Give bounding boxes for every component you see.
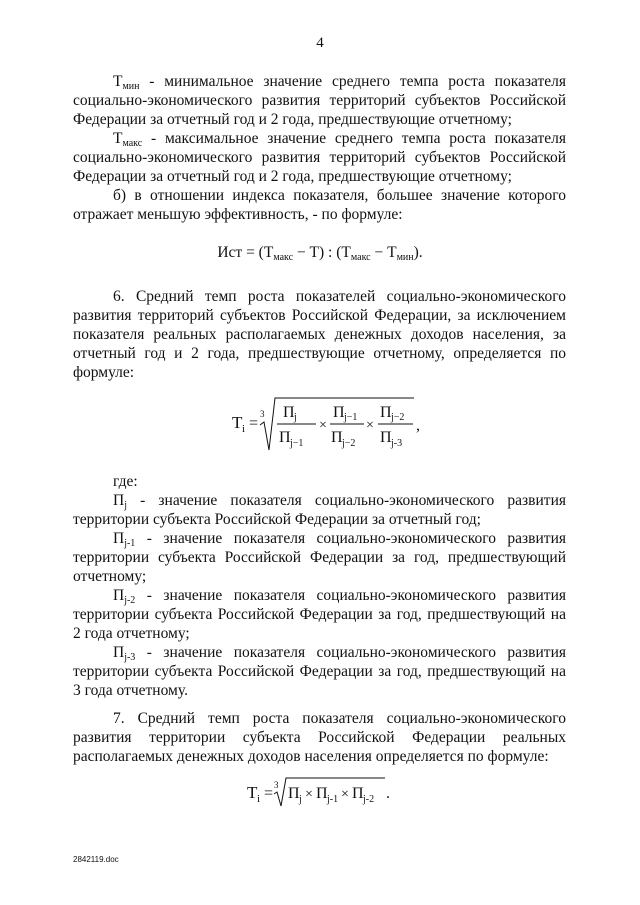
svg-text:j-2: j-2: [363, 794, 375, 805]
tmax-definition: [73, 129, 566, 186]
svg-text:=: =: [264, 785, 274, 802]
svg-text:j−1: j−1: [344, 412, 358, 423]
formula-ti: [230, 395, 430, 455]
formula-ist: Ист = $(Т_{макс} - Т)$ : $(Т_{макс} - Т_{мин})$.: [217, 244, 423, 263]
svg-text:T: T: [247, 783, 258, 802]
tmax-subscript: макс: [122, 138, 143, 149]
svg-text:П: П: [380, 429, 392, 446]
page-number: 4: [316, 35, 324, 51]
svg-text:j−2: j−2: [342, 438, 356, 449]
svg-text:i: i: [257, 793, 261, 805]
svg-text:П: П: [352, 785, 364, 802]
svg-text:×: ×: [305, 787, 313, 802]
p-def-j: $П_j$ - значение показателя социально-экономического развития территории субъекта Российской Федерации за отчетный год;: [73, 492, 566, 528]
clause-b-text: б) в отношении индекса показателя, большее значение которого отражает меньшую эффективность, - по формуле:: [73, 187, 566, 223]
p-def-j3: $П_{j-3}$ - значение показателя социально-экономического развития территории субъекта Российской Федерации за год, предшествующий на 3 года отчетному.: [73, 644, 566, 699]
svg-text:j-3: j-3: [391, 438, 403, 449]
p-definitions: [73, 491, 566, 700]
item-7: [73, 709, 566, 766]
svg-text:П: П: [333, 404, 345, 421]
svg-text:×: ×: [366, 418, 374, 433]
tmax-symbol: Т: [113, 130, 123, 147]
svg-text:T: T: [232, 413, 243, 432]
svg-text:=: =: [249, 415, 259, 432]
clause-b: [73, 186, 566, 224]
svg-text:j-1: j-1: [327, 794, 339, 805]
svg-text:×: ×: [341, 787, 349, 802]
svg-text:П: П: [380, 404, 392, 421]
svg-text:i: i: [242, 423, 246, 435]
svg-text:3: 3: [260, 409, 265, 419]
svg-text:П: П: [316, 785, 328, 802]
svg-text:.: .: [386, 785, 390, 802]
tmin-definition: [73, 72, 566, 129]
tmin-subscript: мин: [122, 81, 140, 92]
svg-text:П: П: [283, 404, 295, 421]
svg-text:j−1: j−1: [290, 438, 304, 449]
doc-footer: 2842119.doc: [73, 855, 119, 864]
tmin-symbol: Т: [113, 73, 123, 90]
formula-ti-2: [245, 774, 405, 810]
p-def-j2: $П_{j-2}$ - значение показателя социально-экономического развития территории субъекта Российской Федерации за год, предшествующий на 2 года отчетному;: [73, 587, 566, 642]
item-6-text: 6. Средний темп роста показателей социально-экономического развития территорий субъектов Российской Федерации, за исключением показателя реальных располагаемых денежных доходов населения, за отчетный год и 2 года, предшествующие отчетному, определяется по формуле:: [73, 288, 566, 381]
svg-text:П: П: [331, 429, 343, 446]
item-6: [73, 287, 566, 382]
tmin-text: - минимальное значение среднего темпа роста показателя социально-экономического развития территорий субъектов Российской Федерации за отчетный год и 2 года, предшествующие отчетному;: [73, 73, 566, 128]
svg-text:×: ×: [319, 418, 327, 433]
svg-text:j: j: [299, 794, 302, 805]
svg-text:,: ,: [416, 417, 420, 434]
svg-text:j−2: j−2: [391, 412, 405, 423]
svg-text:3: 3: [274, 780, 279, 790]
tmax-text: - максимальное значение среднего темпа роста показателя социально-экономического развития территорий субъектов Российской Федерации за отчетный год и 2 года, предшествующие отчетному;: [73, 130, 566, 185]
svg-text:j: j: [294, 412, 297, 423]
item-7-text: 7. Средний темп роста показателя социально-экономического развития территории субъекта Российской Федерации реальных располагаемых денежных доходов населения определяется по формуле:: [73, 710, 566, 765]
p-def-j1: $П_{j-1}$ - значение показателя социально-экономического развития территории субъекта Российской Федерации за год, предшествующий отчетному;: [73, 530, 566, 585]
where-label: где:: [113, 473, 138, 490]
svg-text:П: П: [288, 785, 300, 802]
svg-text:П: П: [279, 429, 291, 446]
